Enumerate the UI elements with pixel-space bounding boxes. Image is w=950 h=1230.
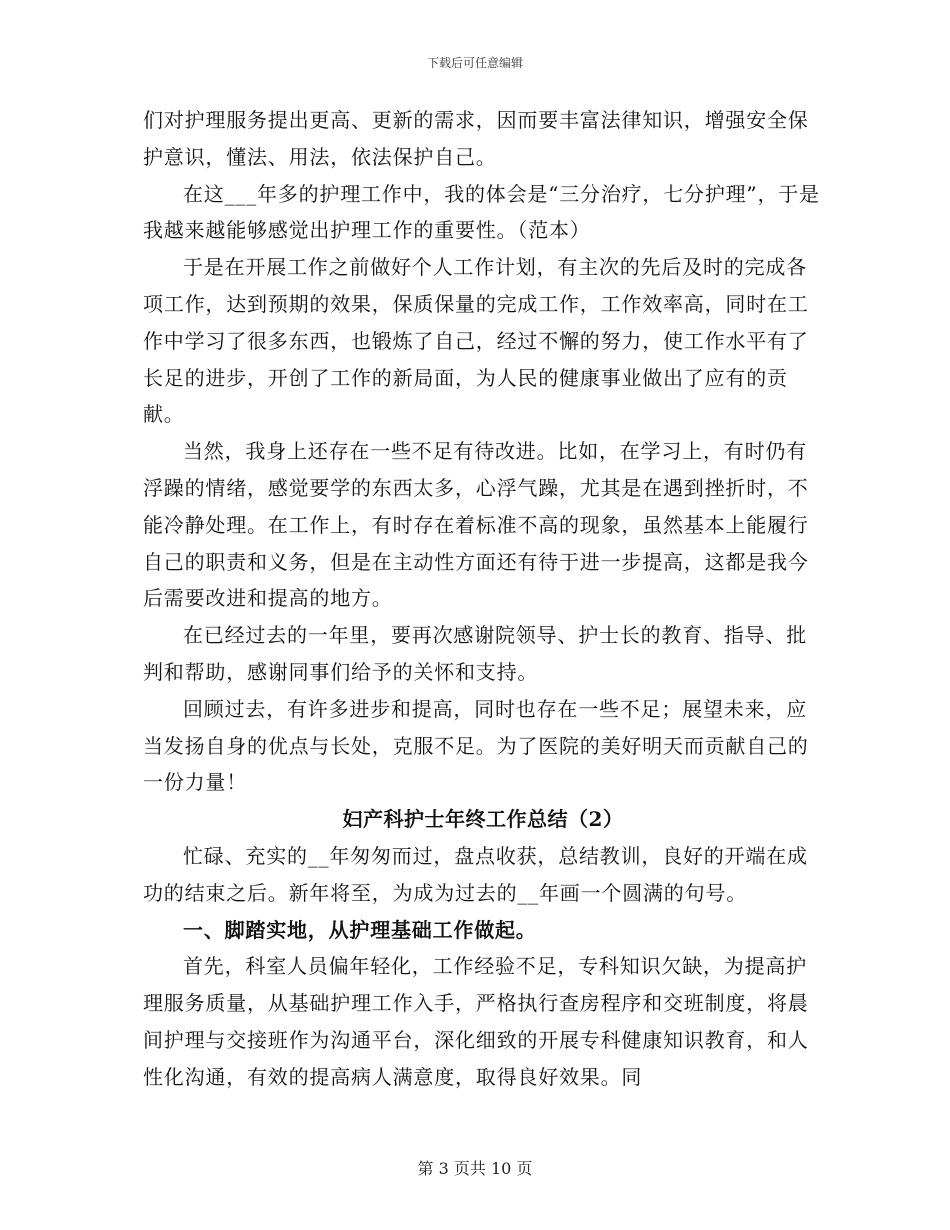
subheading: 一、脚踏实地，从护理基础工作做起。 — [183, 917, 537, 942]
paragraph: 当然，我身上还存在一些不足有待改进。比如，在学习上，有时仍有浮躁的情绪，感觉要学的东西太多，心浮气躁，尤其是在遇到挫折时，不能冷静处理。在工作上，有时存在着标准不高的现象，虽然基本上能履行自己的职责和义务，但是在主动性方面还有待于进一步提高，这都是我今后需要改进和提高的地方。 — [143, 439, 809, 611]
paragraph: 们对护理服务提出更高、更新的需求，因而要丰富法律知识，增强安全保护意识，懂法、用法，依法保护自己。 — [143, 108, 809, 169]
document-body — [143, 102, 823, 1096]
section-title: 妇产科护士年终工作总结（2） — [342, 807, 624, 832]
page-header: 下载后可任意编辑 — [426, 56, 523, 70]
paragraph: 在已经过去的一年里，要再次感谢院领导、护士长的教育、指导、批判和帮助，感谢同事们给予的关怀和支持。 — [143, 623, 807, 684]
paragraph: 在这___年多的护理工作中，我的体会是“三分治疗，七分护理”，于是我越来越能够感觉出护理工作的重要性。（范本） — [143, 181, 820, 243]
paragraph: 忙碌、充实的__年匆匆而过，盘点收获，总结教训，良好的开端在成功的结束之后。新年将至，为成为过去的__年画一个圆满的句号。 — [143, 843, 808, 905]
paragraph: 于是在开展工作之前做好个人工作计划，有主次的先后及时的完成各项工作，达到预期的效果，保质保量的完成工作，工作效率高，同时在工作中学习了很多东西，也锻炼了自己，经过不懈的努力，使工作水平有了长足的进步，开创了工作的新局面，为人民的健康事业做出了应有的贡献。 — [143, 255, 809, 427]
page-number-footer: 第 3 页共 10 页 — [417, 1159, 533, 1178]
paragraph: 首先，科室人员偏年轻化，工作经验不足，专科知识欠缺，为提高护理服务质量，从基础护理工作入手，严格执行查房程序和交班制度，将晨间护理与交接班作为沟通平台，深化细致的开展专科健康知识教育，和人性化沟通，有效的提高病人满意度，取得良好效果。同 — [143, 954, 809, 1089]
paragraph: 回顾过去，有许多进步和提高，同时也存在一些不足；展望未来，应当发扬自身的优点与长处，克服不足。为了医院的美好明天而贡献自己的一份力量！ — [143, 696, 809, 795]
